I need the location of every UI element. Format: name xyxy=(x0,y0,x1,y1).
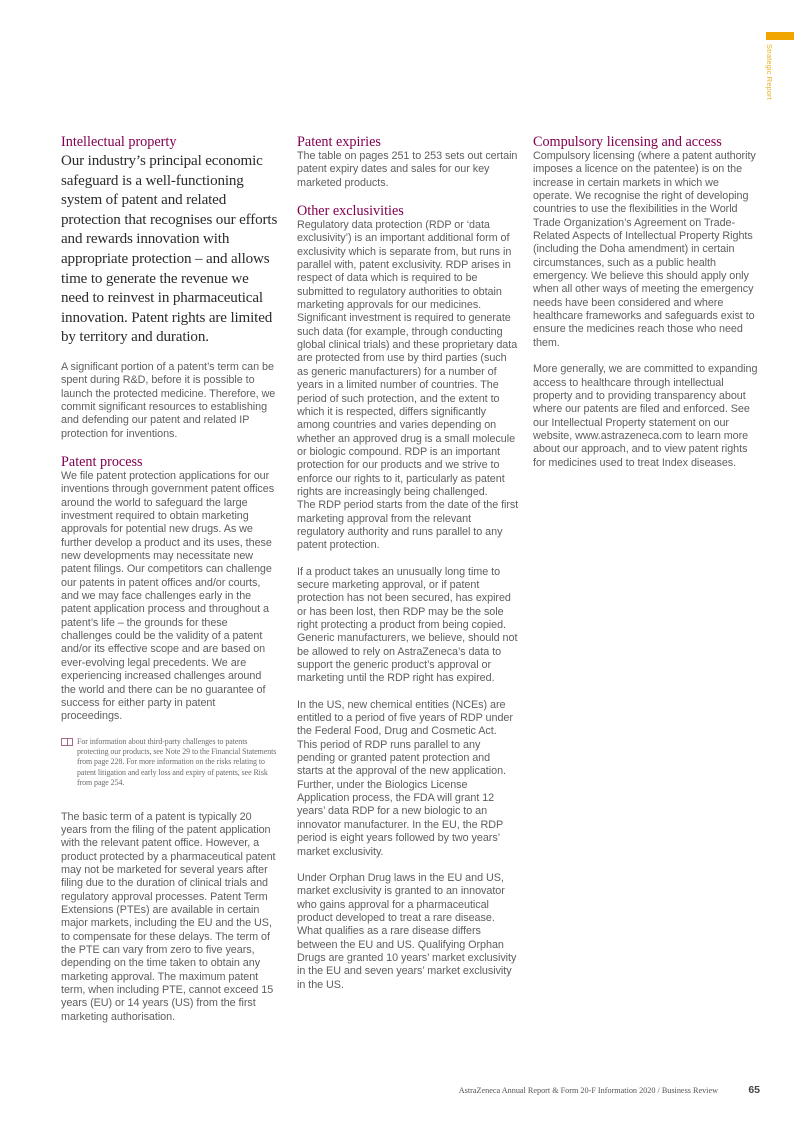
cross-reference-note xyxy=(61,737,279,789)
basic-term-paragraph: The basic term of a patent is typically 20 years from the filing of the patent application with the relevant patent office. However, a product protected by a pharmaceutical patent may not be marketed for several years after filing due to the duration of clinical trials and regulatory approval processes. Patent Term Extensions (PTEs) are available in certain major markets, including the EU and the US, to compensate for these delays. The term of the PTE can vary from zero to five years, depending on the time taken to obtain any marketing approval. The maximum patent term, when including PTE, cannot exceed 15 years (EU) or 14 years (US) from the first marketing authorisation. xyxy=(61,810,276,1023)
column-compulsory-licensing xyxy=(533,134,758,470)
patent-expiries-paragraph: The table on pages 251 to 253 sets out certain patent expiry dates and sales for our key marketed products. xyxy=(297,150,518,189)
heading-other-exclusivities: Other exclusivities xyxy=(297,203,404,220)
page-number: 65 xyxy=(748,1084,760,1096)
heading-compulsory-licensing: Compulsory licensing and access xyxy=(533,134,722,150)
section-side-label xyxy=(762,44,776,124)
column-intellectual-property xyxy=(61,134,279,1024)
other-exclusivities-paragraph-1: Regulatory data protection (RDP or ‘data exclusivity’) is an important additional form of exclusivity which is separate from, but runs in parallel with, patent exclusivity. RDP arises in respect of data which is required to be submitted to regulatory authorities to obtain marketing approvals for our medicines. Significant investment is required to generate such data (for example, through conducting global clinical trials) and these proprietary data are protected from use by third parties (such as generic manufacturers) for a number of years in a limited number of countries. The period of such protection, and the extent to which it is respected, differs significantly among countries and varies depending on whether an approved drug is a small molecule or biologic compound. RDP is an important protection for our products and we strive to enforce our rights to it, particularly as patent rights are increasingly being challenged. xyxy=(297,219,518,498)
lead-paragraph: Our industry’s principal economic safeguard is a well-functioning system of patent and related protection that recognises our efforts and rewards innovation with appropriate protection – and allows time to generate the revenue we need to reinvest in pharmaceutical innovation. Patent rights are limited by territory and duration. xyxy=(61,153,278,346)
compulsory-licensing-paragraph-1: Compulsory licensing (where a patent authority imposes a licence on the patentee) is on the increase in certain markets in which we operate. We recognise the right of developing countries to use the flexibilities in the World Trade Organization’s Agreement on Trade-Related Aspects of Intellectual Property Rights (including the Doha amendment) in certain circumstances, such as a public health emergency. We believe this should apply only when all other ways of meeting the emergency needs have been considered and where healthcare frameworks and safeguards exist to ensure the medicines reach those who need them. xyxy=(533,150,756,349)
other-exclusivities-paragraph-5: Under Orphan Drug laws in the EU and US, market exclusivity is granted to an innovator who gains approval for a pharmaceutical product developed to treat a rare disease. What qualifies as a rare disease differs between the EU and US. Qualifying Orphan Drugs are granted 10 years’ market exclusivity in the EU and seven years’ market exclusivity in the US. xyxy=(297,871,517,991)
footer-text: AstraZeneca Annual Report & Form 20-F Information 2020 / Business Review xyxy=(458,1086,718,1095)
section-label-text: Strategic Report xyxy=(765,44,774,100)
patent-process-paragraph: We file patent protection applications for our inventions through government patent offices around the world to safeguard the large investment required to obtain marketing approvals for potential new drugs. As we further develop a product and its uses, these new developments may necessitate new patent filings. Our competitors can challenge our patents in patent offices and/or courts, and we may face challenges early in the patent application process and throughout a patent’s life – the grounds for these challenges could be the validity of a patent and/or its effective scope and are based on ever-evolving legal precedents. We are experiencing increased challenges around the world and there can be no guarantee of success for either party in patent proceedings. xyxy=(61,470,275,723)
other-exclusivities-paragraph-4: In the US, new chemical entities (NCEs) are entitled to a period of five years of RDP under the Federal Food, Drug and Cosmetic Act. This period of RDP runs parallel to any pending or granted patent protection and starts at the approval of the new application. Further, under the Biologics License Application process, the FDA will grant 12 years’ data RDP for a new biologic to an innovator manufacturer. In the EU, the RDP period is eight years followed by two years’ market exclusivity. xyxy=(297,698,513,858)
column-patent-expiries xyxy=(297,134,519,992)
page-footer xyxy=(430,1085,760,1099)
heading-patent-process: Patent process xyxy=(61,454,143,470)
book-icon xyxy=(61,738,73,746)
compulsory-licensing-paragraph-2: More generally, we are committed to expanding access to healthcare through intellectual property and to providing transparency about where our patents are filed and enforced. See our Intellectual Property statement on our website, www.astrazeneca.com to learn more about our approach, and to view patent rights for medicines used to treat Index diseases. xyxy=(533,363,758,469)
other-exclusivities-paragraph-3: If a product takes an unusually long time to secure marketing approval, or if patent protection has not been secured, has expired or has been lost, then RDP may be the sole right protecting a product from being copied. Generic manufacturers, we believe, should not be allowed to rely on AstraZeneca’s data to support the generic product’s approval or marketing until the RDP right has expired. xyxy=(297,565,518,685)
heading-patent-expiries: Patent expiries xyxy=(297,134,381,150)
section-tab-marker xyxy=(766,32,794,40)
heading-intellectual-property: Intellectual property xyxy=(61,134,177,150)
cross-reference-text: For information about third-party challenges to patents protecting our products, see Note 29 to the Financial Statements from page 228. For more information on the risks relating to patent litigation and early loss and expiry of patents, see Risk from page 254. xyxy=(77,736,277,788)
intro-paragraph: A significant portion of a patent’s term can be spent during R&D, before it is possible to launch the protected medicine. Therefore, we commit significant resources to establishing and defending our patent and related IP protection for inventions. xyxy=(61,360,276,440)
other-exclusivities-paragraph-2: The RDP period starts from the date of the first marketing approval from the relevant regulatory authority and runs parallel to any patent protection. xyxy=(297,499,519,552)
